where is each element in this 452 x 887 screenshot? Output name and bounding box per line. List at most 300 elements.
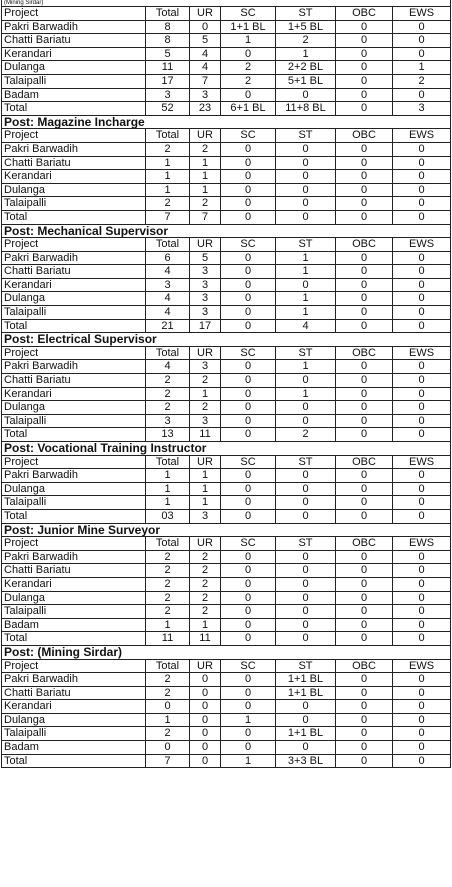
- value-cell: 0: [393, 401, 451, 415]
- value-cell: 3: [190, 414, 221, 428]
- value-cell: 03: [146, 509, 190, 523]
- value-cell: 11: [190, 632, 221, 646]
- value-cell: 0: [276, 374, 336, 388]
- cut-off-title: (Mining Sirdar): [2, 0, 451, 7]
- value-cell: 1: [276, 306, 336, 320]
- column-header: Project: [2, 129, 146, 143]
- column-header: UR: [190, 455, 221, 469]
- value-cell: 0: [221, 727, 276, 741]
- value-cell: 0: [190, 686, 221, 700]
- table-row: [2, 170, 451, 184]
- value-cell: 0: [336, 142, 393, 156]
- value-cell: 0: [221, 469, 276, 483]
- value-cell: 0: [146, 700, 190, 714]
- value-cell: 0: [336, 618, 393, 632]
- column-header: Project: [2, 537, 146, 551]
- post-title-row: [2, 333, 451, 347]
- value-cell: 0: [393, 156, 451, 170]
- value-cell: 0: [336, 414, 393, 428]
- value-cell: 1: [276, 265, 336, 279]
- table-row: [2, 591, 451, 605]
- value-cell: 0: [393, 754, 451, 768]
- value-cell: 3: [190, 306, 221, 320]
- column-header-row: [2, 537, 451, 551]
- column-header: Total: [146, 238, 190, 252]
- value-cell: 2: [146, 605, 190, 619]
- value-cell: 0: [221, 673, 276, 687]
- value-cell: 3: [190, 278, 221, 292]
- table-row: [2, 713, 451, 727]
- value-cell: 3: [146, 88, 190, 102]
- value-cell: 1: [190, 387, 221, 401]
- value-cell: 17: [190, 319, 221, 333]
- post-title: Post: (Mining Sirdar): [2, 645, 451, 659]
- value-cell: 2: [190, 374, 221, 388]
- project-cell: Pakri Barwadih: [2, 142, 146, 156]
- value-cell: 2: [221, 74, 276, 88]
- project-cell: Pakri Barwadih: [2, 20, 146, 34]
- column-header: EWS: [393, 455, 451, 469]
- value-cell: 0: [221, 509, 276, 523]
- column-header-row: [2, 455, 451, 469]
- value-cell: 0: [221, 387, 276, 401]
- value-cell: 2+2 BL: [276, 61, 336, 75]
- value-cell: 4: [146, 360, 190, 374]
- column-header: OBC: [336, 455, 393, 469]
- value-cell: 0: [336, 469, 393, 483]
- value-cell: 0: [336, 482, 393, 496]
- value-cell: 0: [276, 170, 336, 184]
- value-cell: 2: [146, 577, 190, 591]
- value-cell: 0: [393, 278, 451, 292]
- value-cell: 0: [393, 713, 451, 727]
- value-cell: 0: [393, 306, 451, 320]
- value-cell: 0: [393, 292, 451, 306]
- value-cell: 1: [190, 170, 221, 184]
- value-cell: 0: [221, 47, 276, 61]
- total-row: [2, 210, 451, 224]
- value-cell: 0: [190, 727, 221, 741]
- value-cell: 0: [276, 414, 336, 428]
- value-cell: 0: [336, 74, 393, 88]
- value-cell: 2: [146, 564, 190, 578]
- project-cell: Kerandari: [2, 170, 146, 184]
- value-cell: 2: [190, 577, 221, 591]
- table-row: [2, 577, 451, 591]
- project-cell: Pakri Barwadih: [2, 251, 146, 265]
- value-cell: 1: [221, 713, 276, 727]
- value-cell: 0: [336, 102, 393, 116]
- column-header: Total: [146, 346, 190, 360]
- column-header: Total: [146, 659, 190, 673]
- value-cell: 5: [190, 251, 221, 265]
- project-cell: Chatti Bariatu: [2, 34, 146, 48]
- value-cell: 0: [393, 251, 451, 265]
- project-cell: Dulanga: [2, 591, 146, 605]
- table-row: [2, 605, 451, 619]
- value-cell: 1: [276, 251, 336, 265]
- value-cell: 1+1 BL: [276, 686, 336, 700]
- post-title-row: [2, 115, 451, 129]
- value-cell: 0: [190, 741, 221, 755]
- value-cell: 2: [190, 401, 221, 415]
- table-row: [2, 197, 451, 211]
- value-cell: 0: [336, 713, 393, 727]
- total-row: [2, 509, 451, 523]
- project-cell: Chatti Bariatu: [2, 374, 146, 388]
- value-cell: 0: [276, 577, 336, 591]
- value-cell: 0: [336, 387, 393, 401]
- column-header: EWS: [393, 346, 451, 360]
- value-cell: 0: [221, 496, 276, 510]
- value-cell: 0: [276, 605, 336, 619]
- value-cell: 2: [190, 197, 221, 211]
- value-cell: 0: [221, 605, 276, 619]
- value-cell: 52: [146, 102, 190, 116]
- value-cell: 0: [393, 197, 451, 211]
- value-cell: 0: [276, 401, 336, 415]
- value-cell: 1: [146, 469, 190, 483]
- value-cell: 1: [190, 156, 221, 170]
- value-cell: 17: [146, 74, 190, 88]
- value-cell: 0: [190, 20, 221, 34]
- value-cell: 0: [393, 700, 451, 714]
- value-cell: 11: [146, 632, 190, 646]
- value-cell: 11: [146, 61, 190, 75]
- value-cell: 0: [221, 591, 276, 605]
- project-cell: Pakri Barwadih: [2, 550, 146, 564]
- value-cell: 1+1 BL: [276, 727, 336, 741]
- project-cell: Pakri Barwadih: [2, 469, 146, 483]
- value-cell: 4: [190, 47, 221, 61]
- value-cell: 0: [393, 374, 451, 388]
- project-cell: Total: [2, 210, 146, 224]
- value-cell: 2: [146, 197, 190, 211]
- value-cell: 1: [146, 156, 190, 170]
- value-cell: 0: [221, 292, 276, 306]
- post-title: Post: Mechanical Supervisor: [2, 224, 451, 238]
- table-row: [2, 496, 451, 510]
- value-cell: 1: [146, 482, 190, 496]
- value-cell: 1: [190, 496, 221, 510]
- project-cell: Chatti Bariatu: [2, 156, 146, 170]
- project-cell: Talaipalli: [2, 306, 146, 320]
- table-row: [2, 20, 451, 34]
- table-row: [2, 564, 451, 578]
- value-cell: 1+1 BL: [221, 20, 276, 34]
- column-header: Total: [146, 455, 190, 469]
- value-cell: 0: [393, 469, 451, 483]
- table-row: [2, 74, 451, 88]
- post-title-row: [2, 224, 451, 238]
- value-cell: 4: [146, 306, 190, 320]
- value-cell: 0: [393, 482, 451, 496]
- value-cell: 5: [146, 47, 190, 61]
- value-cell: 0: [393, 564, 451, 578]
- value-cell: 1: [190, 469, 221, 483]
- value-cell: 2: [146, 550, 190, 564]
- value-cell: 0: [336, 292, 393, 306]
- project-cell: Dulanga: [2, 401, 146, 415]
- table-row: [2, 34, 451, 48]
- value-cell: 0: [276, 632, 336, 646]
- table-row: [2, 727, 451, 741]
- table-row: [2, 741, 451, 755]
- column-header: EWS: [393, 7, 451, 21]
- column-header: ST: [276, 238, 336, 252]
- value-cell: 0: [221, 210, 276, 224]
- column-header: UR: [190, 238, 221, 252]
- column-header-row: [2, 129, 451, 143]
- column-header: UR: [190, 129, 221, 143]
- column-header: SC: [221, 659, 276, 673]
- value-cell: 2: [146, 142, 190, 156]
- value-cell: 0: [276, 482, 336, 496]
- table-row: [2, 673, 451, 687]
- value-cell: 0: [221, 686, 276, 700]
- value-cell: 0: [276, 741, 336, 755]
- column-header-row: [2, 659, 451, 673]
- value-cell: 5: [190, 34, 221, 48]
- project-cell: Talaipalli: [2, 605, 146, 619]
- value-cell: 0: [221, 700, 276, 714]
- project-cell: Chatti Bariatu: [2, 686, 146, 700]
- table-row: [2, 414, 451, 428]
- value-cell: 0: [393, 618, 451, 632]
- column-header: Total: [146, 129, 190, 143]
- value-cell: 0: [276, 278, 336, 292]
- project-cell: Pakri Barwadih: [2, 673, 146, 687]
- column-header: ST: [276, 346, 336, 360]
- table-row: [2, 142, 451, 156]
- value-cell: 0: [221, 319, 276, 333]
- value-cell: 0: [336, 319, 393, 333]
- value-cell: 0: [221, 265, 276, 279]
- value-cell: 0: [393, 741, 451, 755]
- value-cell: 0: [276, 183, 336, 197]
- value-cell: 7: [146, 210, 190, 224]
- value-cell: 1: [146, 713, 190, 727]
- column-header: Project: [2, 346, 146, 360]
- value-cell: 0: [336, 374, 393, 388]
- value-cell: 0: [276, 700, 336, 714]
- column-header: EWS: [393, 238, 451, 252]
- value-cell: 2: [190, 605, 221, 619]
- value-cell: 2: [221, 61, 276, 75]
- value-cell: 0: [190, 673, 221, 687]
- project-cell: Total: [2, 428, 146, 442]
- value-cell: 0: [336, 673, 393, 687]
- value-cell: 3: [190, 265, 221, 279]
- table-row: [2, 251, 451, 265]
- value-cell: 0: [336, 61, 393, 75]
- table-row: [2, 550, 451, 564]
- value-cell: 1: [276, 387, 336, 401]
- value-cell: 4: [146, 265, 190, 279]
- project-cell: Total: [2, 509, 146, 523]
- value-cell: 0: [276, 142, 336, 156]
- value-cell: 0: [276, 469, 336, 483]
- value-cell: 0: [393, 509, 451, 523]
- value-cell: 1: [146, 183, 190, 197]
- table-row: [2, 183, 451, 197]
- value-cell: 8: [146, 34, 190, 48]
- value-cell: 0: [221, 142, 276, 156]
- value-cell: 0: [336, 265, 393, 279]
- value-cell: 3: [190, 292, 221, 306]
- column-header: SC: [221, 455, 276, 469]
- project-cell: Total: [2, 632, 146, 646]
- value-cell: 0: [276, 156, 336, 170]
- value-cell: 0: [336, 727, 393, 741]
- post-title-row: [2, 523, 451, 537]
- value-cell: 0: [221, 170, 276, 184]
- value-cell: 2: [146, 727, 190, 741]
- value-cell: 4: [146, 292, 190, 306]
- value-cell: 0: [221, 251, 276, 265]
- column-header: UR: [190, 659, 221, 673]
- value-cell: 1: [190, 618, 221, 632]
- table-row: [2, 265, 451, 279]
- value-cell: 6+1 BL: [221, 102, 276, 116]
- value-cell: 2: [146, 387, 190, 401]
- project-cell: Kerandari: [2, 700, 146, 714]
- table-row: [2, 156, 451, 170]
- value-cell: 0: [393, 591, 451, 605]
- table-row: [2, 482, 451, 496]
- project-cell: Kerandari: [2, 278, 146, 292]
- value-cell: 0: [336, 591, 393, 605]
- value-cell: 0: [190, 713, 221, 727]
- value-cell: 0: [190, 700, 221, 714]
- value-cell: 0: [393, 319, 451, 333]
- value-cell: 0: [146, 741, 190, 755]
- value-cell: 0: [276, 564, 336, 578]
- value-cell: 0: [336, 605, 393, 619]
- project-cell: Dulanga: [2, 292, 146, 306]
- value-cell: 23: [190, 102, 221, 116]
- column-header: EWS: [393, 537, 451, 551]
- value-cell: 0: [276, 591, 336, 605]
- value-cell: 1: [276, 47, 336, 61]
- column-header: ST: [276, 129, 336, 143]
- post-title-row: [2, 645, 451, 659]
- value-cell: 1: [393, 61, 451, 75]
- reservation-table: [1, 0, 451, 768]
- value-cell: 1: [276, 360, 336, 374]
- value-cell: 5+1 BL: [276, 74, 336, 88]
- table-row: [2, 686, 451, 700]
- value-cell: 0: [336, 251, 393, 265]
- value-cell: 2: [393, 74, 451, 88]
- column-header: UR: [190, 346, 221, 360]
- project-cell: Talaipalli: [2, 414, 146, 428]
- table-body: [2, 0, 451, 768]
- value-cell: 3: [393, 102, 451, 116]
- value-cell: 0: [336, 360, 393, 374]
- value-cell: 2: [146, 591, 190, 605]
- value-cell: 7: [190, 74, 221, 88]
- table-row: [2, 47, 451, 61]
- value-cell: 3: [146, 414, 190, 428]
- value-cell: 0: [336, 278, 393, 292]
- value-cell: 1: [146, 618, 190, 632]
- value-cell: 0: [393, 428, 451, 442]
- value-cell: 6: [146, 251, 190, 265]
- project-cell: Chatti Bariatu: [2, 265, 146, 279]
- value-cell: 0: [393, 673, 451, 687]
- column-header: Project: [2, 7, 146, 21]
- value-cell: 2: [146, 401, 190, 415]
- total-row: [2, 102, 451, 116]
- value-cell: 0: [336, 34, 393, 48]
- project-cell: Dulanga: [2, 183, 146, 197]
- column-header: OBC: [336, 7, 393, 21]
- value-cell: 0: [393, 183, 451, 197]
- column-header: EWS: [393, 659, 451, 673]
- table-row: [2, 360, 451, 374]
- column-header: OBC: [336, 238, 393, 252]
- project-cell: Badam: [2, 618, 146, 632]
- project-cell: Dulanga: [2, 482, 146, 496]
- value-cell: 0: [336, 47, 393, 61]
- value-cell: 1: [221, 754, 276, 768]
- recruitment-document: [1, 0, 450, 768]
- value-cell: 0: [221, 156, 276, 170]
- value-cell: 2: [146, 673, 190, 687]
- value-cell: 0: [393, 387, 451, 401]
- column-header: ST: [276, 7, 336, 21]
- project-cell: Kerandari: [2, 47, 146, 61]
- value-cell: 0: [221, 428, 276, 442]
- value-cell: 0: [393, 265, 451, 279]
- table-row: [2, 292, 451, 306]
- value-cell: 0: [393, 34, 451, 48]
- column-header: Total: [146, 537, 190, 551]
- project-cell: Badam: [2, 741, 146, 755]
- project-cell: Talaipalli: [2, 74, 146, 88]
- value-cell: 3+3 BL: [276, 754, 336, 768]
- value-cell: 0: [393, 632, 451, 646]
- column-header: SC: [221, 537, 276, 551]
- table-row: [2, 374, 451, 388]
- value-cell: 2: [190, 564, 221, 578]
- value-cell: 0: [221, 88, 276, 102]
- column-header: Project: [2, 659, 146, 673]
- total-row: [2, 319, 451, 333]
- value-cell: 0: [336, 509, 393, 523]
- value-cell: 0: [221, 278, 276, 292]
- value-cell: 2: [190, 142, 221, 156]
- value-cell: 7: [190, 210, 221, 224]
- column-header: SC: [221, 346, 276, 360]
- table-row: [2, 387, 451, 401]
- value-cell: 4: [276, 319, 336, 333]
- value-cell: 3: [190, 360, 221, 374]
- post-title: Post: Junior Mine Surveyor: [2, 523, 451, 537]
- column-header: Project: [2, 455, 146, 469]
- column-header: SC: [221, 238, 276, 252]
- value-cell: 0: [276, 88, 336, 102]
- value-cell: 2: [146, 374, 190, 388]
- value-cell: 0: [393, 47, 451, 61]
- value-cell: 0: [336, 20, 393, 34]
- value-cell: 7: [146, 754, 190, 768]
- value-cell: 0: [336, 754, 393, 768]
- value-cell: 1: [146, 170, 190, 184]
- post-title: Post: Vocational Training Instructor: [2, 442, 451, 456]
- project-cell: Total: [2, 102, 146, 116]
